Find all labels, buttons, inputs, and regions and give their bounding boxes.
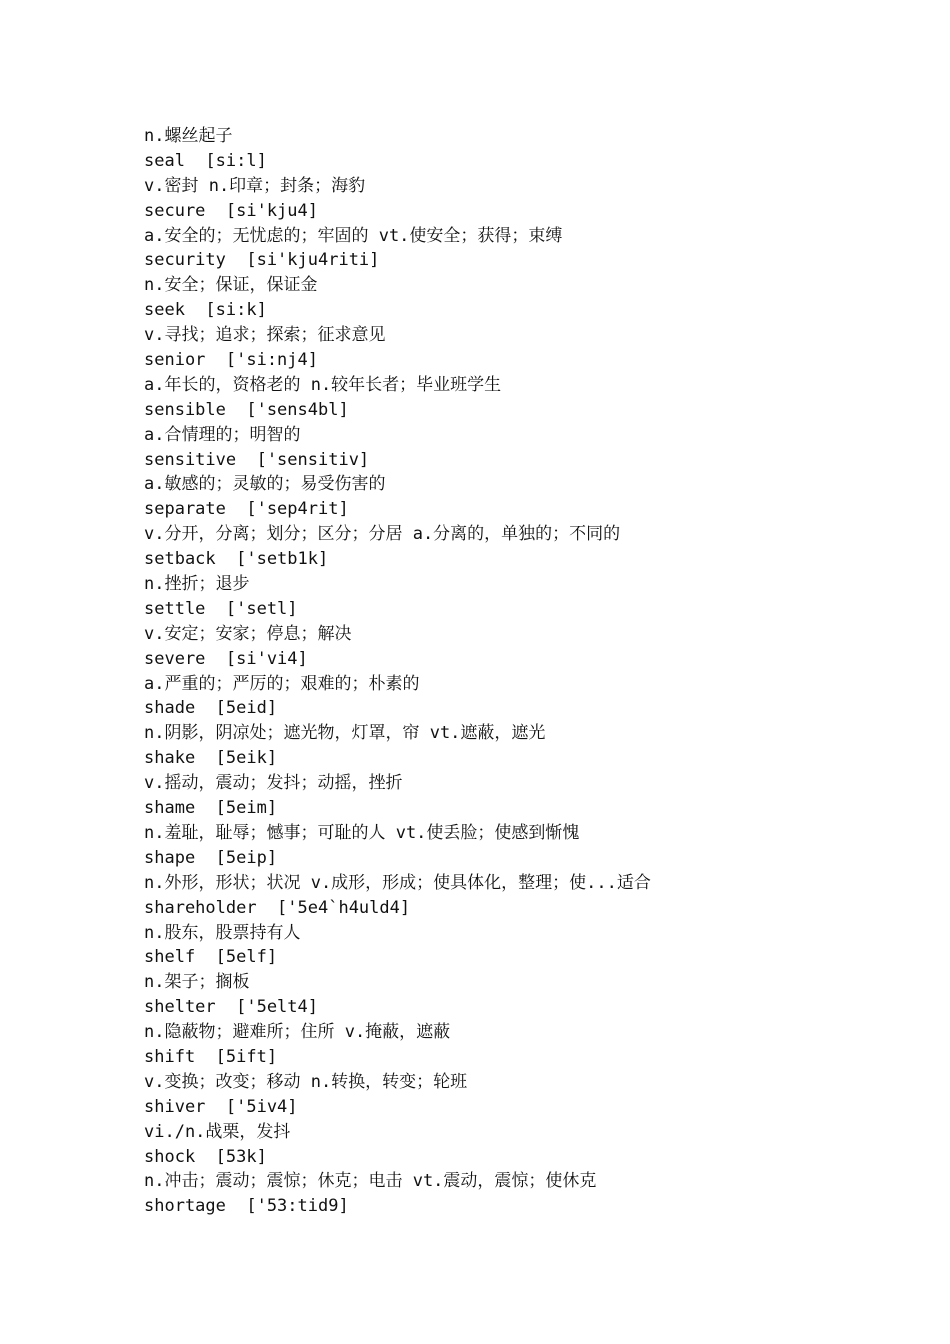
headword-line: sensitive ['sensitiv]: [144, 449, 370, 470]
definition-line: v.寻找；追求；探索；征求意见: [144, 325, 386, 346]
definition-line: v.密封 n.印章；封条；海豹: [144, 175, 366, 196]
headword-line: shade [5eid]: [144, 698, 278, 719]
headword-line: separate ['sep4rit]: [144, 499, 349, 520]
headword-line: shape [5eip]: [144, 847, 278, 868]
vocabulary-list: [144, 124, 904, 1219]
headword-line: security [si'kju4riti]: [144, 250, 380, 271]
headword-line: shareholder ['5e4`h4uld4]: [144, 897, 411, 918]
definition-line: a.严重的；严厉的；艰难的；朴素的: [144, 673, 420, 694]
headword-line: shortage ['53:tid9]: [144, 1196, 349, 1217]
headword-line: seek [si:k]: [144, 300, 267, 321]
definition-line: v.安定；安家；停息；解决: [144, 623, 352, 644]
headword-line: shiver ['5iv4]: [144, 1096, 298, 1117]
definition-line: n.股东，股票持有人: [144, 922, 301, 943]
headword-line: shelter ['5elt4]: [144, 997, 318, 1018]
headword-line: severe [si'vi4]: [144, 648, 308, 669]
headword-line: shock [53k]: [144, 1146, 267, 1167]
headword-line: seal [si:l]: [144, 150, 267, 171]
definition-line: a.安全的；无忧虑的；牢固的 vt.使安全；获得；束缚: [144, 225, 563, 246]
definition-line: n.羞耻，耻辱；憾事；可耻的人 vt.使丢脸；使感到惭愧: [144, 822, 580, 843]
definition-line: n.冲击；震动；震惊；休克；电击 vt.震动，震惊；使休克: [144, 1171, 597, 1192]
definition-line: a.合情理的；明智的: [144, 424, 301, 445]
definition-line: n.安全；保证，保证金: [144, 275, 318, 296]
headword-line: shelf [5elf]: [144, 947, 278, 968]
definition-line: n.螺丝起子: [144, 126, 233, 146]
definition-line: n.架子；搁板: [144, 972, 250, 993]
definition-line: a.敏感的；灵敏的；易受伤害的: [144, 474, 386, 495]
definition-line: v.分开，分离；划分；区分；分居 a.分离的，单独的；不同的: [144, 524, 621, 545]
definition-line: n.阴影，阴凉处；遮光物，灯罩，帘 vt.遮蔽，遮光: [144, 723, 546, 744]
definition-line: n.挫折；退步: [144, 574, 250, 595]
headword-line: shake [5eik]: [144, 748, 278, 769]
headword-line: shift [5ift]: [144, 1046, 278, 1067]
headword-line: secure [si'kju4]: [144, 200, 318, 221]
definition-line: n.外形，形状；状况 v.成形，形成；使具体化，整理；使...适合: [144, 872, 651, 893]
definition-line: v.摇动，震动；发抖；动摇，挫折: [144, 773, 403, 794]
headword-line: sensible ['sens4bl]: [144, 399, 349, 420]
headword-line: settle ['setl]: [144, 598, 298, 619]
definition-line: a.年长的，资格老的 n.较年长者；毕业班学生: [144, 374, 502, 395]
headword-line: shame [5eim]: [144, 798, 278, 819]
headword-line: senior ['si:nj4]: [144, 350, 318, 371]
headword-line: setback ['setb1k]: [144, 549, 329, 570]
definition-line: n.隐蔽物；避难所；住所 v.掩蔽，遮蔽: [144, 1022, 451, 1043]
definition-line: vi./n.战栗，发抖: [144, 1121, 291, 1142]
definition-line: v.变换；改变；移动 n.转换，转变；轮班: [144, 1071, 468, 1092]
